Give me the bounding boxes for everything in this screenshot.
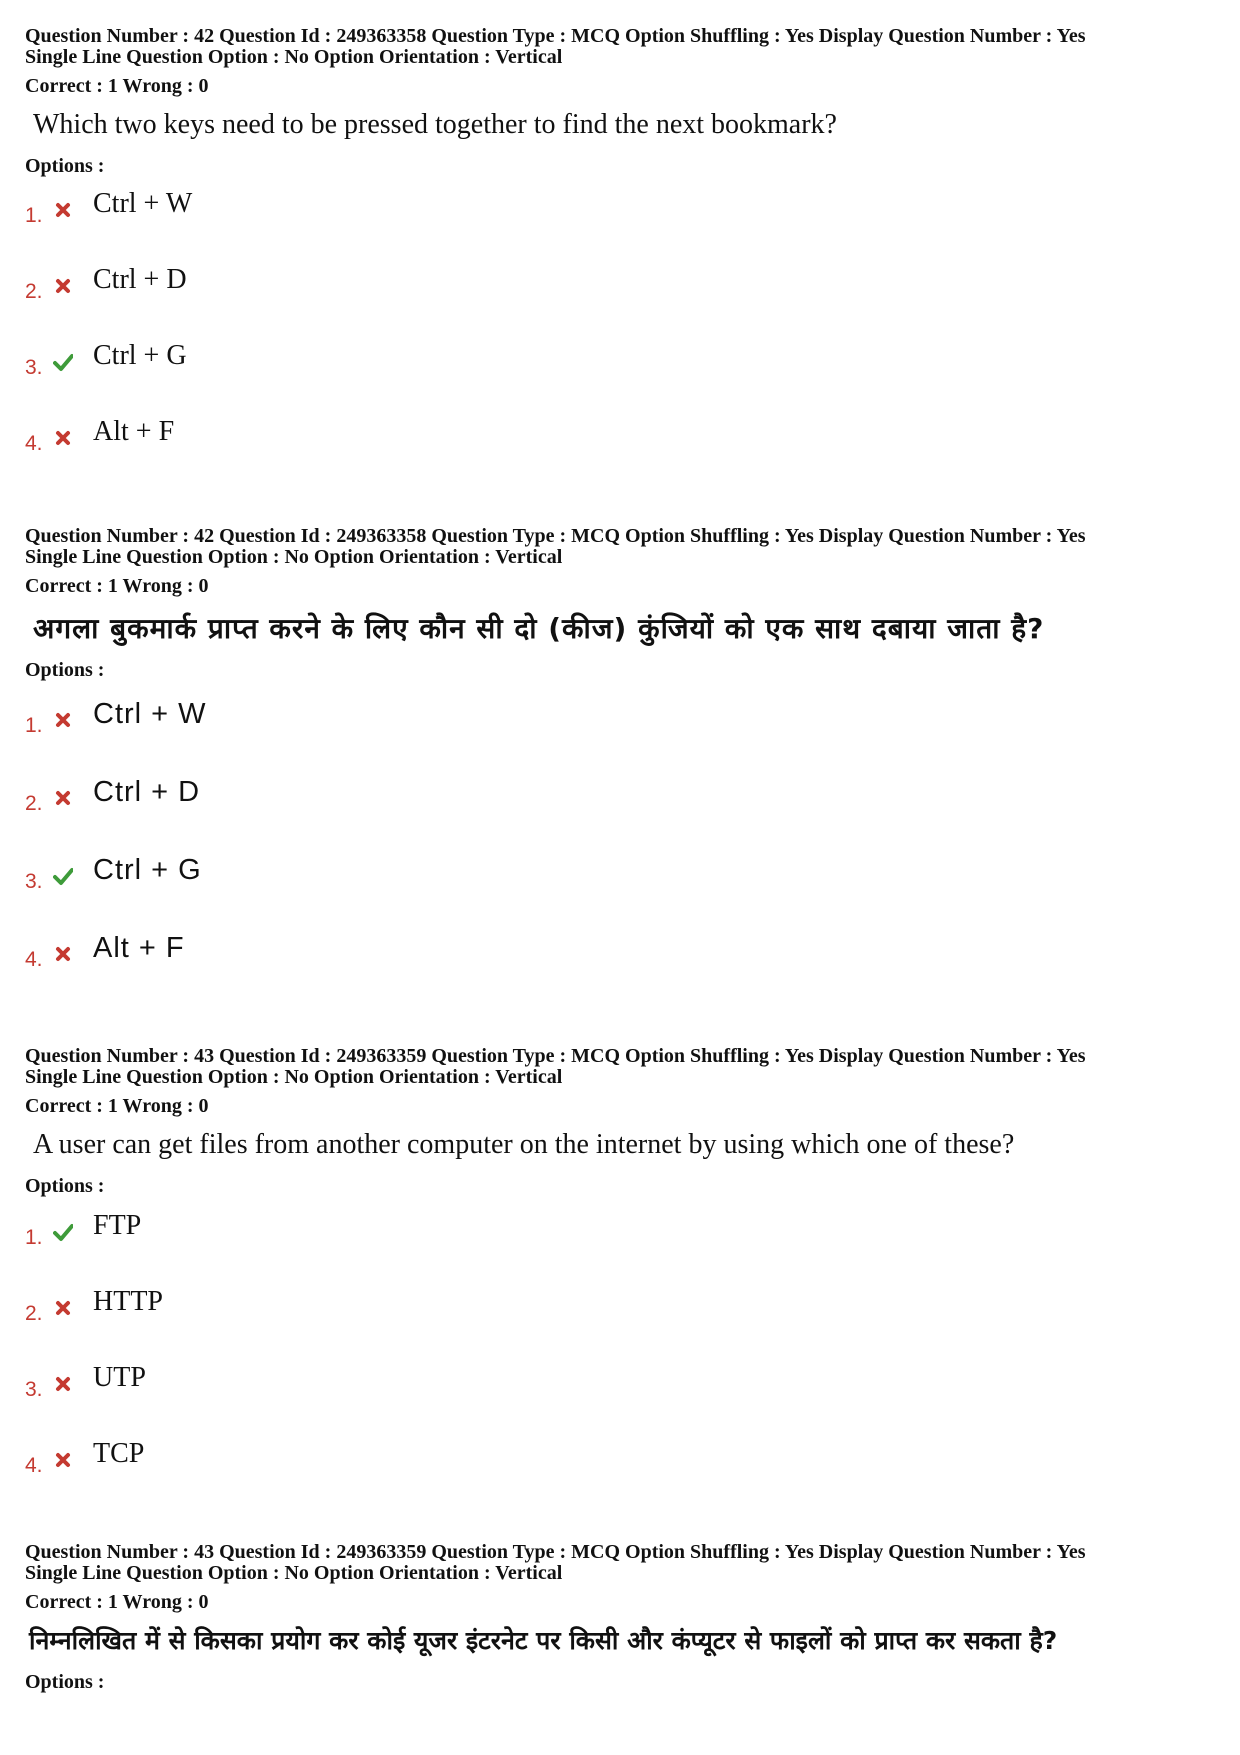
question-block-42-en [25,26,1210,498]
question-block-43-en [25,1046,1210,1520]
option-number: 2. [25,280,43,303]
cross-icon [53,428,73,448]
option-2 [25,1286,1210,1368]
option-1 [25,188,1210,270]
cross-icon [53,944,73,964]
option-text: Ctrl + D [93,264,187,295]
question-meta-line2: Single Line Question Option : No Option Orientation : Vertical [25,1066,563,1088]
cross-icon [53,1450,73,1470]
option-3 [25,1362,1210,1444]
option-number: 4. [25,432,43,455]
option-text: Ctrl + W [93,188,193,219]
question-meta-line2: Single Line Question Option : No Option Orientation : Vertical [25,546,563,568]
options-list [25,1210,1210,1520]
options-list [25,698,1210,1016]
option-number: 3. [25,356,43,379]
option-4 [25,416,1210,498]
cross-icon [53,200,73,220]
option-4 [25,932,1210,1016]
question-block-42-hi [25,526,1210,1016]
option-number: 2. [25,792,43,815]
option-number: 2. [25,1302,43,1325]
option-number: 1. [25,1226,43,1249]
score-line: Correct : 1 Wrong : 0 [25,575,209,597]
options-label: Options : [25,1671,105,1693]
option-2 [25,776,1210,860]
question-meta-line1: Question Number : 42 Question Id : 249363358 Question Type : MCQ Option Shuffling : Yes Display Question Number : Yes [25,525,1086,547]
cross-icon [53,788,73,808]
option-text: FTP [93,1210,142,1241]
option-text: Alt + F [93,932,185,964]
option-number: 3. [25,1378,43,1401]
cross-icon [53,276,73,296]
option-4 [25,1438,1210,1520]
option-number: 1. [25,714,43,737]
score-line: Correct : 1 Wrong : 0 [25,75,209,97]
options-label: Options : [25,1175,105,1197]
score-line: Correct : 1 Wrong : 0 [25,1095,209,1117]
option-number: 4. [25,1454,43,1477]
check-icon [53,1222,73,1242]
cross-icon [53,1374,73,1394]
options-label: Options : [25,155,105,177]
option-text: UTP [93,1362,146,1393]
cross-icon [53,1298,73,1318]
cross-icon [53,710,73,730]
option-1 [25,1210,1210,1292]
question-text: अगला बुकमार्क प्राप्त करने के लिए कौन सी दो (कीज) कुंजियों को एक साथ दबाया जाता है? [33,612,1045,645]
option-text: Ctrl + W [93,698,207,730]
option-text: Ctrl + G [93,854,202,886]
option-number: 4. [25,948,43,971]
question-text: निम्नलिखित में से किसका प्रयोग कर कोई यूजर इंटरनेट पर किसी और कंप्यूटर से फाइलों को प्राप्त कर सकता है? [29,1626,1058,1655]
question-meta-line2: Single Line Question Option : No Option Orientation : Vertical [25,1562,563,1584]
option-3 [25,854,1210,938]
question-meta-line1: Question Number : 43 Question Id : 249363359 Question Type : MCQ Option Shuffling : Yes Display Question Number : Yes [25,1045,1086,1067]
question-text: A user can get files from another computer on the internet by using which one of these? [33,1129,1015,1160]
option-text: TCP [93,1438,145,1469]
option-3 [25,340,1210,422]
question-meta-line2: Single Line Question Option : No Option Orientation : Vertical [25,46,563,68]
option-number: 1. [25,204,43,227]
score-line: Correct : 1 Wrong : 0 [25,1591,209,1613]
option-text: Ctrl + D [93,776,201,808]
options-label: Options : [25,659,105,681]
option-text: Ctrl + G [93,340,187,371]
question-meta-line1: Question Number : 42 Question Id : 249363358 Question Type : MCQ Option Shuffling : Yes Display Question Number : Yes [25,25,1086,47]
option-text: HTTP [93,1286,163,1317]
check-icon [53,352,73,372]
question-block-43-hi [25,1542,1210,1694]
question-text: Which two keys need to be pressed together to find the next bookmark? [33,109,837,140]
option-number: 3. [25,870,43,893]
question-meta-line1: Question Number : 43 Question Id : 249363359 Question Type : MCQ Option Shuffling : Yes Display Question Number : Yes [25,1541,1086,1563]
options-list [25,188,1210,498]
option-2 [25,264,1210,346]
check-icon [53,866,73,886]
option-1 [25,698,1210,782]
option-text: Alt + F [93,416,175,447]
